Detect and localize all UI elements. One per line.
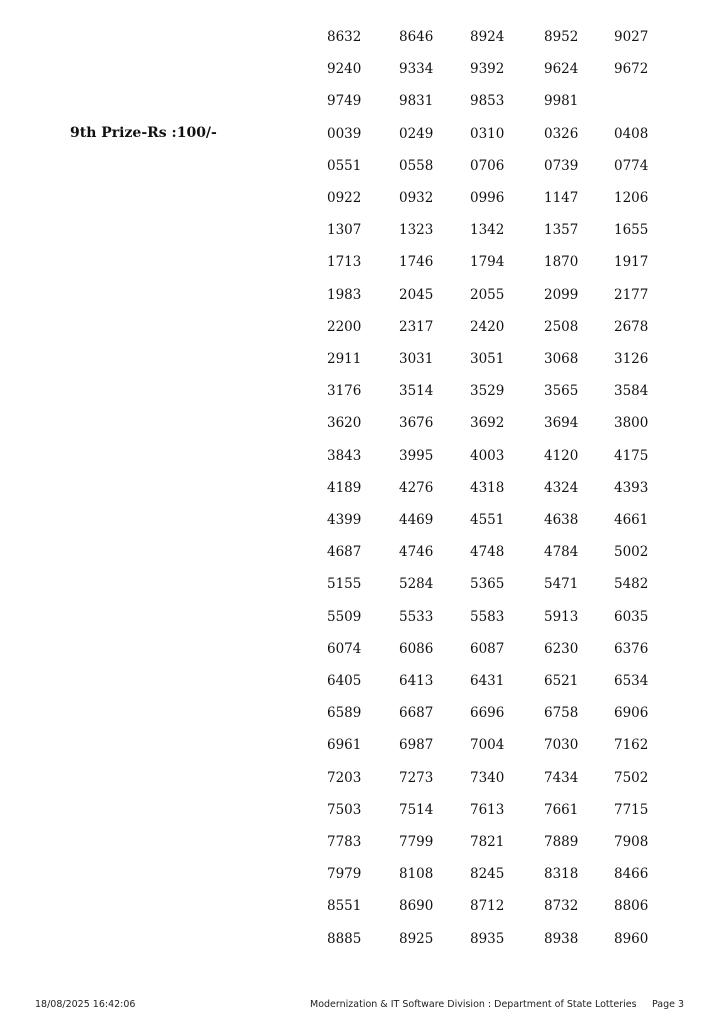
ticket-number: 0996 bbox=[470, 190, 505, 206]
ticket-number: 3995 bbox=[399, 447, 434, 464]
ticket-number: 8632 bbox=[327, 29, 362, 45]
ticket-number: 0039 bbox=[327, 125, 362, 142]
ticket-number: 6230 bbox=[544, 640, 579, 657]
ticket-number: 2420 bbox=[470, 318, 505, 335]
ticket-number: 7661 bbox=[544, 801, 579, 818]
number-row bbox=[327, 800, 667, 820]
ticket-number: 4003 bbox=[470, 447, 505, 464]
ticket-number: 7889 bbox=[544, 834, 579, 850]
footer-page-number: Page 3 bbox=[652, 999, 685, 1010]
ticket-number: 0249 bbox=[399, 125, 434, 142]
ticket-number: 9749 bbox=[327, 93, 362, 110]
ticket-number: 1357 bbox=[544, 222, 579, 239]
ticket-number: 0408 bbox=[614, 125, 649, 142]
ticket-number: 8806 bbox=[614, 898, 649, 915]
number-row bbox=[327, 768, 667, 788]
ticket-number: 4746 bbox=[399, 544, 434, 561]
ticket-number: 1917 bbox=[614, 254, 649, 271]
ticket-number: 6906 bbox=[614, 705, 649, 722]
ticket-number: 4551 bbox=[470, 512, 505, 528]
ticket-number: 5365 bbox=[470, 576, 505, 593]
number-row bbox=[327, 607, 667, 627]
ticket-number: 3176 bbox=[327, 383, 362, 400]
ticket-number: 2317 bbox=[399, 318, 434, 335]
ticket-number: 8318 bbox=[544, 866, 579, 883]
ticket-number: 8646 bbox=[399, 29, 434, 45]
ticket-number: 8712 bbox=[470, 898, 505, 915]
ticket-number: 5284 bbox=[399, 576, 434, 593]
ticket-number: 0706 bbox=[470, 157, 505, 174]
ticket-number: 3800 bbox=[614, 415, 649, 432]
ticket-number: 3620 bbox=[327, 415, 362, 432]
ticket-number: 7030 bbox=[544, 737, 579, 754]
ticket-number: 8960 bbox=[614, 930, 649, 947]
ticket-number: 3126 bbox=[614, 351, 649, 367]
ticket-number: 8466 bbox=[614, 866, 649, 883]
ticket-number: 1746 bbox=[399, 254, 434, 271]
ticket-number: 7799 bbox=[399, 834, 434, 850]
ticket-number: 5913 bbox=[544, 608, 579, 625]
number-row bbox=[327, 156, 667, 176]
ticket-number: 8885 bbox=[327, 930, 362, 947]
ticket-number: 9981 bbox=[544, 93, 579, 110]
ticket-number: 7273 bbox=[399, 769, 434, 786]
footer-timestamp: 18/08/2025 16:42:06 bbox=[35, 999, 136, 1010]
ticket-number: 1983 bbox=[327, 286, 362, 303]
ticket-number: 2200 bbox=[327, 318, 362, 335]
ticket-number: 0932 bbox=[399, 190, 434, 206]
number-row bbox=[327, 349, 667, 369]
ticket-number: 8551 bbox=[327, 898, 362, 915]
ticket-number: 4661 bbox=[614, 512, 649, 528]
ticket-number: 4638 bbox=[544, 512, 579, 528]
ticket-number: 4324 bbox=[544, 479, 579, 496]
ticket-number: 2099 bbox=[544, 286, 579, 303]
ticket-number: 0310 bbox=[470, 125, 505, 142]
ticket-number: 0922 bbox=[327, 190, 362, 206]
ticket-number: 3843 bbox=[327, 447, 362, 464]
ticket-number: 1794 bbox=[470, 254, 505, 271]
ticket-number: 7502 bbox=[614, 769, 649, 786]
ticket-number: 2055 bbox=[470, 286, 505, 303]
ticket-number: 6961 bbox=[327, 737, 362, 754]
ticket-number: 5583 bbox=[470, 608, 505, 625]
ticket-number: 8245 bbox=[470, 866, 505, 883]
ticket-number: 7340 bbox=[470, 769, 505, 786]
ticket-number: 6589 bbox=[327, 705, 362, 722]
ticket-number: 7715 bbox=[614, 801, 649, 818]
ticket-number: 0774 bbox=[614, 157, 649, 174]
ticket-number: 7979 bbox=[327, 866, 362, 883]
ticket-number: 9027 bbox=[614, 29, 649, 45]
ticket-number: 4469 bbox=[399, 512, 434, 528]
ticket-number: 4189 bbox=[327, 479, 362, 496]
ticket-number: 5509 bbox=[327, 608, 362, 625]
ticket-number: 2911 bbox=[327, 351, 362, 367]
ticket-number: 0326 bbox=[544, 125, 579, 142]
ticket-number: 2045 bbox=[399, 286, 434, 303]
number-row bbox=[327, 188, 667, 208]
ticket-number: 7434 bbox=[544, 769, 579, 786]
ticket-number: 6086 bbox=[399, 640, 434, 657]
ticket-number: 6413 bbox=[399, 673, 434, 689]
ticket-number: 7004 bbox=[470, 737, 505, 754]
ticket-number: 4393 bbox=[614, 479, 649, 496]
ticket-number: 4748 bbox=[470, 544, 505, 561]
ticket-number: 0739 bbox=[544, 157, 579, 174]
ticket-number: 6087 bbox=[470, 640, 505, 657]
number-row bbox=[327, 639, 667, 659]
ticket-number: 1870 bbox=[544, 254, 579, 271]
number-row bbox=[327, 478, 667, 498]
number-row bbox=[327, 929, 667, 949]
ticket-number: 9831 bbox=[399, 93, 434, 110]
ticket-number: 2508 bbox=[544, 318, 579, 335]
ticket-number: 7908 bbox=[614, 834, 649, 850]
ticket-number: 1323 bbox=[399, 222, 434, 239]
number-row bbox=[327, 703, 667, 723]
ticket-number: 1147 bbox=[544, 190, 579, 206]
ticket-number: 7203 bbox=[327, 769, 362, 786]
ticket-number: 5482 bbox=[614, 576, 649, 593]
ticket-number: 1206 bbox=[614, 190, 649, 206]
ticket-number: 4687 bbox=[327, 544, 362, 561]
number-row bbox=[327, 317, 667, 337]
ticket-number: 8108 bbox=[399, 866, 434, 883]
ticket-number: 3584 bbox=[614, 383, 649, 400]
ticket-number: 6431 bbox=[470, 673, 505, 689]
ticket-number: 8938 bbox=[544, 930, 579, 947]
ticket-number: 3031 bbox=[399, 351, 434, 367]
ticket-number: 2177 bbox=[614, 286, 649, 303]
ticket-number: 3692 bbox=[470, 415, 505, 432]
ticket-number: 0551 bbox=[327, 157, 362, 174]
ticket-number: 4175 bbox=[614, 447, 649, 464]
ticket-number: 7162 bbox=[614, 737, 649, 754]
number-row bbox=[327, 574, 667, 594]
ticket-number: 3051 bbox=[470, 351, 505, 367]
ticket-number: 5471 bbox=[544, 576, 579, 593]
ticket-number: 3676 bbox=[399, 415, 434, 432]
ticket-number: 6035 bbox=[614, 608, 649, 625]
ticket-number: 1655 bbox=[614, 222, 649, 239]
ticket-number: 8925 bbox=[399, 930, 434, 947]
ticket-number: 6758 bbox=[544, 705, 579, 722]
ticket-number: 3694 bbox=[544, 415, 579, 432]
ticket-number: 5002 bbox=[614, 544, 649, 561]
ticket-number: 7783 bbox=[327, 834, 362, 850]
ticket-number: 6696 bbox=[470, 705, 505, 722]
ticket-number: 9853 bbox=[470, 93, 505, 110]
number-row bbox=[327, 381, 667, 401]
ticket-number: 6376 bbox=[614, 640, 649, 657]
ticket-number: 1713 bbox=[327, 254, 362, 271]
number-row bbox=[327, 446, 667, 466]
prize-label: 9th Prize-Rs :100/- bbox=[70, 125, 217, 141]
number-row bbox=[327, 124, 667, 144]
number-row bbox=[327, 896, 667, 916]
number-row bbox=[327, 413, 667, 433]
ticket-number: 5155 bbox=[327, 576, 362, 593]
ticket-number: 6987 bbox=[399, 737, 434, 754]
ticket-number: 8952 bbox=[544, 29, 579, 45]
ticket-number: 7821 bbox=[470, 834, 505, 850]
ticket-number: 7503 bbox=[327, 801, 362, 818]
ticket-number: 8924 bbox=[470, 29, 505, 45]
ticket-number: 9240 bbox=[327, 61, 362, 78]
number-row bbox=[327, 864, 667, 884]
ticket-number: 0558 bbox=[399, 157, 434, 174]
number-row bbox=[327, 542, 667, 562]
ticket-number: 4318 bbox=[470, 479, 505, 496]
ticket-number: 3068 bbox=[544, 351, 579, 367]
number-row bbox=[327, 510, 667, 530]
ticket-number: 8690 bbox=[399, 898, 434, 915]
number-row bbox=[327, 671, 667, 691]
ticket-number: 1307 bbox=[327, 222, 362, 239]
ticket-number: 2678 bbox=[614, 318, 649, 335]
ticket-number: 3514 bbox=[399, 383, 434, 400]
number-row bbox=[327, 91, 667, 111]
ticket-number: 6534 bbox=[614, 673, 649, 689]
ticket-number: 6405 bbox=[327, 673, 362, 689]
number-row bbox=[327, 832, 667, 852]
ticket-number: 8935 bbox=[470, 930, 505, 947]
ticket-number: 7514 bbox=[399, 801, 434, 818]
number-row bbox=[327, 285, 667, 305]
ticket-number: 5533 bbox=[399, 608, 434, 625]
number-row bbox=[327, 735, 667, 755]
ticket-number: 4120 bbox=[544, 447, 579, 464]
ticket-number: 6521 bbox=[544, 673, 579, 689]
ticket-number: 6687 bbox=[399, 705, 434, 722]
ticket-number: 3565 bbox=[544, 383, 579, 400]
ticket-number: 4784 bbox=[544, 544, 579, 561]
ticket-number: 7613 bbox=[470, 801, 505, 818]
number-row bbox=[327, 27, 667, 47]
ticket-number: 4276 bbox=[399, 479, 434, 496]
ticket-number: 9672 bbox=[614, 61, 649, 78]
number-row bbox=[327, 220, 667, 240]
ticket-number: 4399 bbox=[327, 512, 362, 528]
footer-division: Modernization & IT Software Division : Department of State Lotteries bbox=[310, 999, 637, 1010]
number-row bbox=[327, 59, 667, 79]
ticket-number: 1342 bbox=[470, 222, 505, 239]
ticket-number: 8732 bbox=[544, 898, 579, 915]
ticket-number: 9334 bbox=[399, 61, 434, 78]
ticket-number: 3529 bbox=[470, 383, 505, 400]
ticket-number: 9624 bbox=[544, 61, 579, 78]
ticket-number: 6074 bbox=[327, 640, 362, 657]
ticket-number: 9392 bbox=[470, 61, 505, 78]
number-row bbox=[327, 252, 667, 272]
